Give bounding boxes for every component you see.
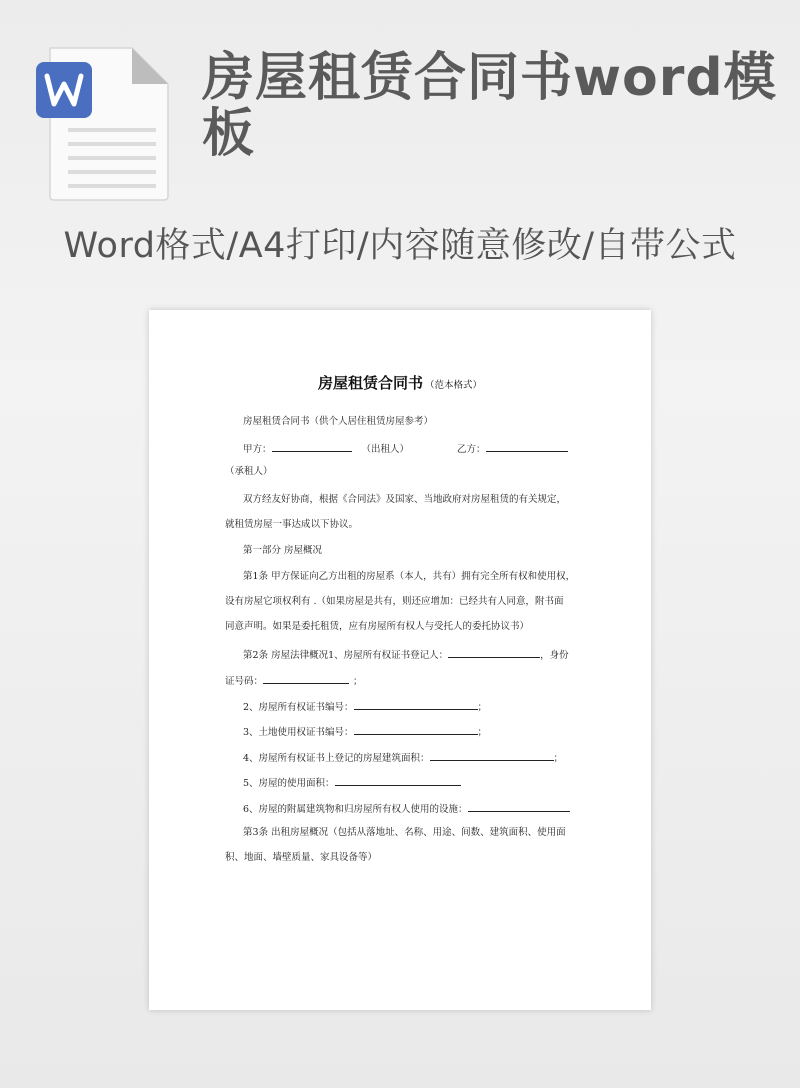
page-subtitle: Word格式/A4打印/内容随意修改/自带公式 [63,226,737,266]
id-number-label: 证号码： [225,676,264,687]
document-title-text: 房屋租赁合同书 [317,374,423,392]
id-prefix: ，身份 [540,650,569,661]
blank-field [354,724,478,735]
doc-line-17: 第3条 出租房屋概况（包括从落地址、名称、用途、间数、建筑面积、使用面 [243,827,566,838]
lessor-label: （出租人） [361,444,410,455]
doc-line-14 [243,750,563,765]
blank-field [448,647,540,658]
cert-number-label: 2、房屋所有权证书编号： [243,702,354,713]
blank-field [354,699,478,710]
party-a-label: 甲方： [243,444,272,455]
doc-line-12 [243,699,487,714]
floor-area-label: 4、房屋所有权证书上登记的房屋建筑面积： [243,753,430,764]
land-cert-label: 3、土地使用权证书编号： [243,727,354,738]
document-title-tag: （范本格式） [425,380,483,391]
doc-line-11 [225,673,363,688]
doc-line-16 [243,801,570,816]
blank-field [263,673,349,684]
document-page [149,310,651,1010]
doc-line-8: 设有房屋它项权利有 .（如果房屋是共有，则还应增加：已经共有人同意，附书面 [225,596,564,607]
page-title: 房屋租赁合同书word模板 [202,48,777,164]
doc-line-4: 双方经友好协商，根据《合同法》及国家、当地政府对房屋租赁的有关规定， [243,494,567,505]
punctuation: ； [477,702,488,713]
blank-field [430,750,554,761]
doc-line-2 [243,441,568,456]
doc-line-18: 积、地面、墙壁质量、家具设备等） [225,852,378,863]
punctuation: ； [553,753,564,764]
facilities-label: 6、房屋的附属建筑物和归房屋所有权人使用的设施： [243,804,468,815]
doc-line-9: 同意声明。如果是委托租赁，应有房屋所有权人与受托人的委托协议书） [225,621,530,632]
doc-line-6: 第一部分 房屋概况 [243,545,323,556]
blank-field [272,441,352,452]
party-b-label: 乙方： [457,444,486,455]
blank-field [468,801,570,812]
blank-field [486,441,568,452]
doc-line-15 [243,775,461,790]
punctuation: ； [477,727,488,738]
doc-line-10 [243,647,569,662]
usable-area-label: 5、房屋的使用面积： [243,778,335,789]
word-document-icon [36,46,176,202]
owner-label: 第2条 房屋法律概况1、房屋所有权证书登记人： [243,650,449,661]
doc-line-7: 第1条 甲方保证向乙方出租的房屋系（本人，共有）拥有完全所有权和使用权， [243,571,576,582]
document-title [149,372,651,393]
doc-line-13 [243,724,487,739]
doc-line-1: 房屋租赁合同书（供个人居住租赁房屋参考） [243,416,434,427]
doc-line-5: 就租赁房屋一事达成以下协议。 [225,519,359,530]
punctuation: ； [353,676,363,687]
doc-line-3: （承租人） [225,466,273,477]
blank-field [335,775,461,786]
